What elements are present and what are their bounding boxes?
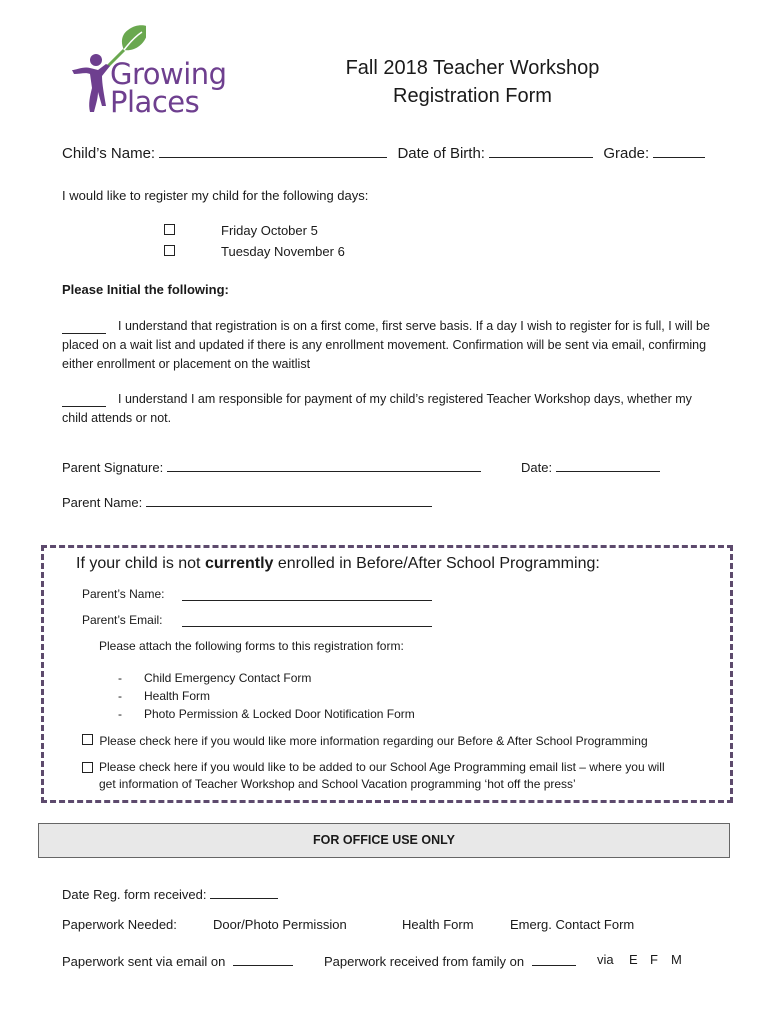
child-name-label: Child’s Name: <box>62 145 156 162</box>
forms-list-item: - Health Form <box>118 689 211 703</box>
enrollment-heading <box>76 555 600 573</box>
email-checkbox[interactable] <box>82 762 93 773</box>
dob-label: Date of Birth: <box>397 145 485 162</box>
paperwork-needed-label: Paperwork Needed: <box>62 917 177 932</box>
parent-name-label: Parent Name: <box>62 495 143 510</box>
day-label-1: Friday October 5 <box>221 223 318 238</box>
enrollment-heading-post: enrolled in Before/After School Programming: <box>273 555 600 572</box>
sent-email-row <box>62 952 293 969</box>
parent-email-box-row <box>82 613 162 627</box>
date-received-label: Date Reg. form received: <box>62 887 207 902</box>
grade-field[interactable] <box>653 144 705 158</box>
info-checkbox[interactable] <box>82 734 93 745</box>
parent-signature-field[interactable] <box>167 458 481 472</box>
initial-item-1 <box>62 317 712 374</box>
sent-email-field[interactable] <box>233 952 293 966</box>
day-label-2: Tuesday November 6 <box>221 244 345 259</box>
form-item-2: Health Form <box>144 689 211 703</box>
parent-signature-label: Parent Signature: <box>62 460 164 475</box>
initial-item-2 <box>62 390 712 428</box>
email-check-row[interactable] <box>82 759 682 793</box>
office-use-header: FOR OFFICE USE ONLY <box>38 823 730 858</box>
day-option-2[interactable] <box>164 244 345 259</box>
health-form-label: Health Form <box>402 917 474 932</box>
email-check-label: Please check here if you would like to be added to our School Age Programming email list – where you will get information of Teacher Workshop and School Vacation programming ‘hot off the press’ <box>99 760 665 791</box>
day-checkbox-1[interactable] <box>164 224 175 235</box>
date-received-field[interactable] <box>210 885 278 899</box>
box-parent-email-label: Parent’s Email: <box>82 613 163 627</box>
date-received-row <box>62 885 278 902</box>
initial-field-2[interactable] <box>62 393 106 407</box>
via-option-f[interactable]: F <box>650 952 658 967</box>
page-title <box>330 54 615 110</box>
grade-label: Grade: <box>603 145 650 162</box>
form-item-1: Child Emergency Contact Form <box>144 671 312 685</box>
logo-text-line2: Places <box>110 85 200 119</box>
day-checkbox-2[interactable] <box>164 245 175 256</box>
forms-list-item: - Child Emergency Contact Form <box>118 671 312 685</box>
enrollment-heading-bold: currently <box>204 555 274 572</box>
via-option-m[interactable]: M <box>671 952 682 967</box>
box-parent-email-field[interactable] <box>182 613 432 627</box>
initial-heading: Please Initial the following: <box>62 282 229 297</box>
info-check-row[interactable] <box>82 734 648 748</box>
box-parent-name-label: Parent’s Name: <box>82 587 165 601</box>
forms-list-item: - Photo Permission & Locked Door Notification Form <box>118 707 415 721</box>
info-check-label: Please check here if you would like more information regarding our Before & After School Programming <box>99 734 648 748</box>
date-field[interactable] <box>556 458 660 472</box>
received-family-field[interactable] <box>532 952 576 966</box>
emerg-contact-label: Emerg. Contact Form <box>510 917 635 932</box>
child-info-row <box>62 144 705 162</box>
via-label: via <box>597 952 614 967</box>
day-option-1[interactable] <box>164 223 318 238</box>
door-photo-label: Door/Photo Permission <box>213 917 347 932</box>
child-name-field[interactable] <box>159 144 387 158</box>
received-family-label: Paperwork received from family on <box>324 954 525 969</box>
logo-text-line1: Growing <box>110 57 227 91</box>
received-family-row <box>324 952 576 969</box>
parent-name-row <box>62 493 432 510</box>
parent-name-field[interactable] <box>146 493 432 507</box>
via-option-e[interactable]: E <box>629 952 638 967</box>
date-label: Date: <box>521 460 553 475</box>
parent-signature-row <box>62 458 481 475</box>
initial-field-1[interactable] <box>62 320 106 334</box>
attach-prompt: Please attach the following forms to this registration form: <box>99 639 404 653</box>
sent-email-label: Paperwork sent via email on <box>62 954 226 969</box>
date-row <box>521 458 660 475</box>
initial-text-2: I understand I am responsible for payment of my child’s registered Teacher Workshop days, whether my child attends or not. <box>62 392 692 425</box>
enrollment-heading-pre: If your child is not <box>76 555 205 572</box>
title-line1: Fall 2018 Teacher Workshop <box>345 57 600 79</box>
parent-name-box-row <box>82 587 164 601</box>
growing-places-logo <box>66 22 236 122</box>
initial-text-1: I understand that registration is on a first come, first serve basis. If a day I wish to register for is full, I will be placed on a wait list and updated if there is any enrollment movement. Confirmation will be sent via email, confirming either enrollment or placement on the waitlist <box>62 319 710 371</box>
forms-list <box>118 669 415 723</box>
title-line2: Registration Form <box>393 85 552 107</box>
dob-field[interactable] <box>489 144 593 158</box>
form-item-3: Photo Permission & Locked Door Notification Form <box>144 707 415 721</box>
box-parent-name-field[interactable] <box>182 587 432 601</box>
register-prompt: I would like to register my child for the following days: <box>62 188 369 203</box>
